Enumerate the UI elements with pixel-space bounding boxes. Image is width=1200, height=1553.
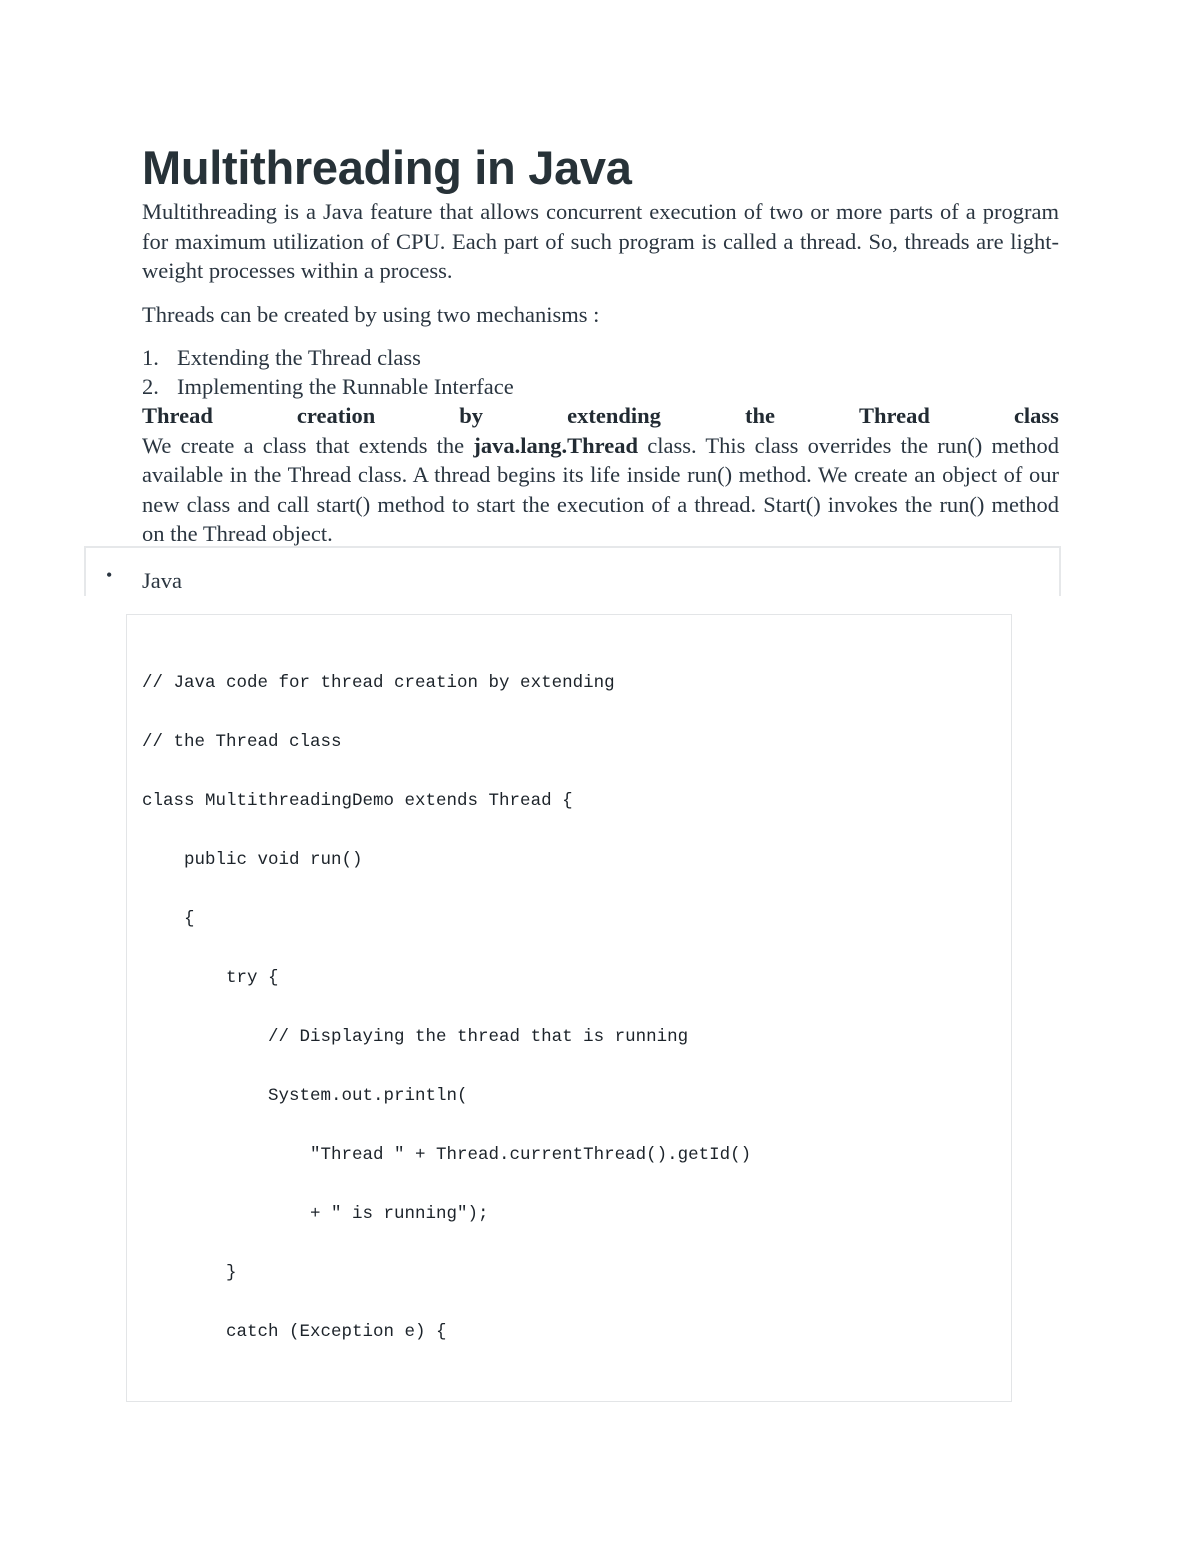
section-body <box>142 431 1059 548</box>
mechanisms-list <box>142 343 514 401</box>
code-line: catch (Exception e) { <box>142 1322 447 1342</box>
page-title: Multithreading in Java <box>142 141 632 194</box>
tab-java[interactable]: Java <box>142 568 182 593</box>
mechanisms-intro: Threads can be created by using two mechanisms : <box>142 302 600 327</box>
heading-word: Thread <box>142 403 213 428</box>
code-line: + " is running"); <box>142 1204 489 1224</box>
heading-word: creation <box>296 403 376 428</box>
list-item-text: Extending the Thread class <box>177 345 421 370</box>
heading-word: the <box>744 403 775 428</box>
code-line: "Thread " + Thread.currentThread().getId() <box>142 1145 752 1165</box>
heading-word: extending <box>567 403 661 428</box>
code-line: // the Thread class <box>142 732 342 752</box>
heading-word: class <box>1013 403 1059 428</box>
code-line: // Java code for thread creation by extending <box>142 673 615 693</box>
heading-word: Thread <box>859 403 930 428</box>
code-line: System.out.println( <box>142 1086 468 1106</box>
body-text: class. This class overrides the run() method available in the Thread class. A thread begins its life inside run() method. We create an object of our new class and call start() method to start the execution of a thread. Start() invokes the run() method on the Thread object. <box>142 433 1059 546</box>
code-line: } <box>142 1263 237 1283</box>
bullet-icon: • <box>106 565 113 585</box>
section-heading <box>142 401 1059 430</box>
intro-paragraph: Multithreading is a Java feature that allows concurrent execution of two or more parts of a program for maximum utilization of CPU. Each part of such program is called a thread. So, threads are light-weight processes within a process. <box>142 199 1059 283</box>
class-name-bold: java.lang.Thread <box>473 433 639 458</box>
list-item <box>142 343 514 372</box>
code-tab-bar <box>84 546 1061 596</box>
list-item-number: 2. <box>142 374 159 399</box>
list-item <box>142 372 514 401</box>
list-item-text: Implementing the Runnable Interface <box>177 374 514 399</box>
code-line: // Displaying the thread that is running <box>142 1027 689 1047</box>
heading-word: by <box>459 403 484 428</box>
code-line: try { <box>142 968 279 988</box>
code-line: public void run() <box>142 850 363 870</box>
code-line: class MultithreadingDemo extends Thread { <box>142 791 573 811</box>
body-text: We create a class that extends the <box>142 433 474 458</box>
code-line: { <box>142 909 195 929</box>
list-item-number: 1. <box>142 345 159 370</box>
